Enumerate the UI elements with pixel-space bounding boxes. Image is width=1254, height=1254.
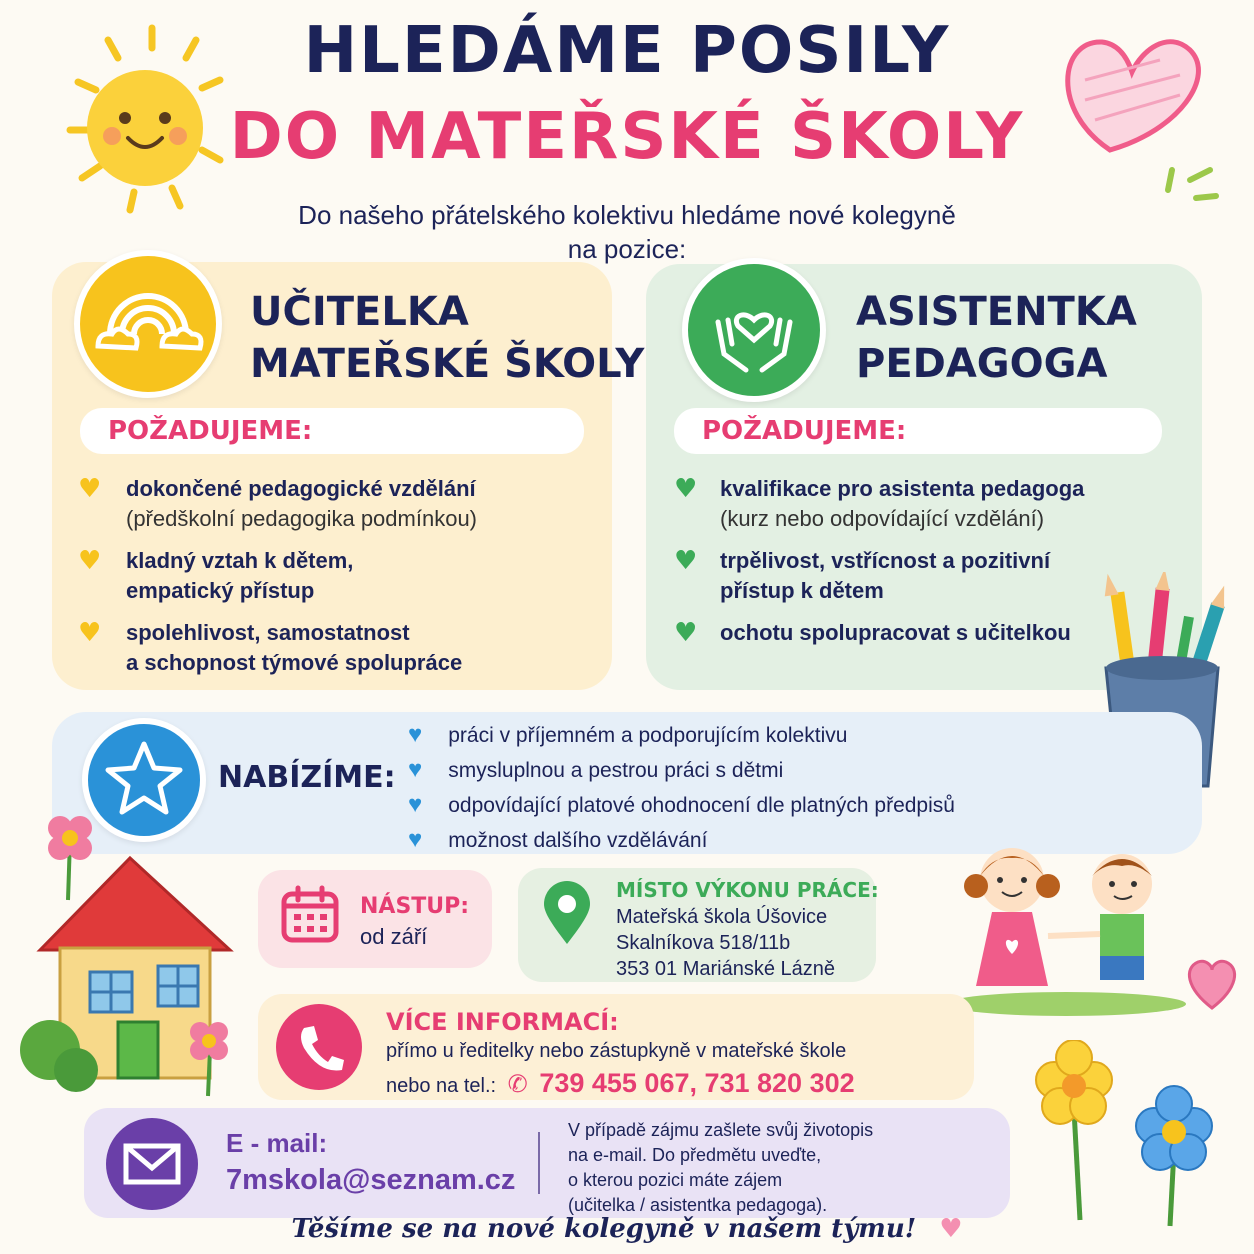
subtitle-line2: na pozice:: [567, 234, 687, 264]
location-pin-icon: [540, 880, 594, 946]
start-label: NÁSTUP:: [360, 894, 470, 919]
heart-bullet-icon: ♥: [408, 756, 423, 783]
house-illustration: [10, 800, 240, 1110]
assistant-requirement-note: přístup k dětem: [720, 578, 884, 603]
email-label: E - mail:: [226, 1128, 328, 1158]
email-note-line4: (učitelka / asistentka pedagoga).: [568, 1195, 828, 1215]
envelope-icon: [106, 1118, 198, 1210]
heart-bullet-icon: ♥: [408, 826, 423, 853]
teacher-requirement-note: empatický přístup: [126, 578, 315, 603]
info-label: VÍCE INFORMACÍ:: [386, 1008, 619, 1036]
headline-line2: DO MATEŘSKÉ ŠKOLY: [229, 100, 1025, 174]
heart-bullet-icon: ♥: [78, 474, 102, 504]
teacher-requirement: [126, 618, 462, 678]
sun-illustration: [20, 10, 230, 220]
teacher-requirement-note: a schopnost týmové spolupráce: [126, 650, 463, 675]
rainbow-icon: [74, 250, 222, 398]
teacher-requirement-main: kladný vztah k dětem,: [126, 548, 354, 573]
calendar-icon: [280, 884, 340, 946]
place-line1: Mateřská škola Úšovice: [616, 906, 828, 928]
assistant-requirement: [720, 618, 1071, 648]
heart-icon: ♥: [939, 1214, 963, 1244]
offer-item: [408, 753, 955, 788]
email-note: [568, 1118, 873, 1218]
pink-heart-icon: [1180, 950, 1244, 1014]
assistant-requirement: [720, 474, 1084, 534]
subtitle-line1: Do našeho přátelského kolektivu hledáme nové kolegyně: [298, 200, 956, 230]
assistant-title: [856, 286, 1137, 390]
assistant-title-line1: ASISTENTKA: [856, 289, 1137, 335]
heart-bullet-icon: ♥: [78, 618, 102, 648]
heart-bullet-icon: ♥: [674, 618, 698, 648]
teacher-title-line2: MATEŘSKÉ ŠKOLY: [250, 341, 645, 387]
assistant-requirement-main: trpělivost, vstřícnost a pozitivní: [720, 548, 1051, 573]
place-label: MÍSTO VÝKONU PRÁCE:: [616, 878, 879, 902]
teacher-requirement-main: spolehlivost, samostatnost: [126, 620, 410, 645]
start-value: od září: [360, 924, 428, 949]
footer-message: Těšíme se na nové kolegyně v našem týmu!: [291, 1214, 917, 1244]
assistant-requirement-note: (kurz nebo odpovídající vzdělání): [720, 506, 1045, 531]
assistant-title-line2: PEDAGOGA: [856, 341, 1108, 387]
offer-list: [408, 718, 955, 858]
assistant-requirement-main: kvalifikace pro asistenta pedagoga: [720, 476, 1085, 501]
info-phones[interactable]: 739 455 067, 731 820 302: [539, 1068, 855, 1098]
headline-line1: HLEDÁME POSILY: [303, 14, 951, 88]
teacher-title-line1: UČITELKA: [250, 289, 469, 335]
footer-text: [0, 1214, 1254, 1244]
caring-hands-icon: [682, 258, 826, 402]
offer-label: NABÍZÍME:: [218, 760, 396, 795]
assistant-requirement-main: ochotu spolupracovat s učitelkou: [720, 620, 1071, 645]
heart-doodle-icon: [1040, 20, 1230, 210]
email-note-line2: na e-mail. Do předmětu uveďte,: [568, 1145, 822, 1165]
assistant-requirements-label: POŽADUJEME:: [702, 416, 907, 446]
place-line3: 353 01 Mariánské Lázně: [616, 958, 836, 980]
offer-item-text: možnost dalšího vzdělávání: [448, 829, 708, 852]
place-address: [616, 904, 835, 982]
teacher-requirement: [126, 546, 353, 606]
heart-bullet-icon: ♥: [78, 546, 102, 576]
offer-item-text: práci v příjemném a podporujícím kolektivu: [448, 724, 848, 747]
email-address[interactable]: 7mskola@seznam.cz: [226, 1164, 516, 1196]
heart-bullet-icon: ♥: [674, 546, 698, 576]
flowers-illustration: [1024, 1040, 1234, 1230]
phone-small-icon: ✆: [507, 1071, 528, 1098]
assistant-requirements-bar: [674, 408, 1162, 454]
offer-item: [408, 823, 955, 858]
teacher-requirement: [126, 474, 477, 534]
flower-icon: [48, 816, 92, 900]
phone-icon: [276, 1004, 362, 1090]
teacher-title: [250, 286, 644, 390]
divider: [538, 1132, 540, 1194]
email-note-line1: V případě zájmu zašlete svůj životopis: [568, 1120, 874, 1140]
offer-item-text: odpovídající platové ohodnocení dle platných předpisů: [448, 794, 955, 817]
offer-item-text: smysluplnou a pestrou práci s dětmi: [448, 759, 784, 782]
assistant-requirement: [720, 546, 1050, 606]
heart-bullet-icon: ♥: [408, 721, 423, 748]
email-note-line3: o kterou pozici máte zájem: [568, 1170, 783, 1190]
heart-bullet-icon: ♥: [408, 791, 423, 818]
place-line2: Skalníkova 518/11b: [616, 932, 791, 954]
offer-item: [408, 718, 955, 753]
teacher-requirements-bar: [80, 408, 584, 454]
teacher-requirements-label: POŽADUJEME:: [108, 416, 313, 446]
teacher-requirement-main: dokončené pedagogické vzdělání: [126, 476, 476, 501]
info-tel-prefix: nebo na tel.:: [386, 1075, 497, 1097]
teacher-requirement-note: (předškolní pedagogika podmínkou): [126, 506, 478, 531]
offer-item: [408, 788, 955, 823]
info-phone-row: [386, 1068, 855, 1101]
info-line1: přímo u ředitelky nebo zástupkyně v mateřské škole: [386, 1040, 847, 1062]
heart-bullet-icon: ♥: [674, 474, 698, 504]
children-illustration: [936, 836, 1202, 1016]
